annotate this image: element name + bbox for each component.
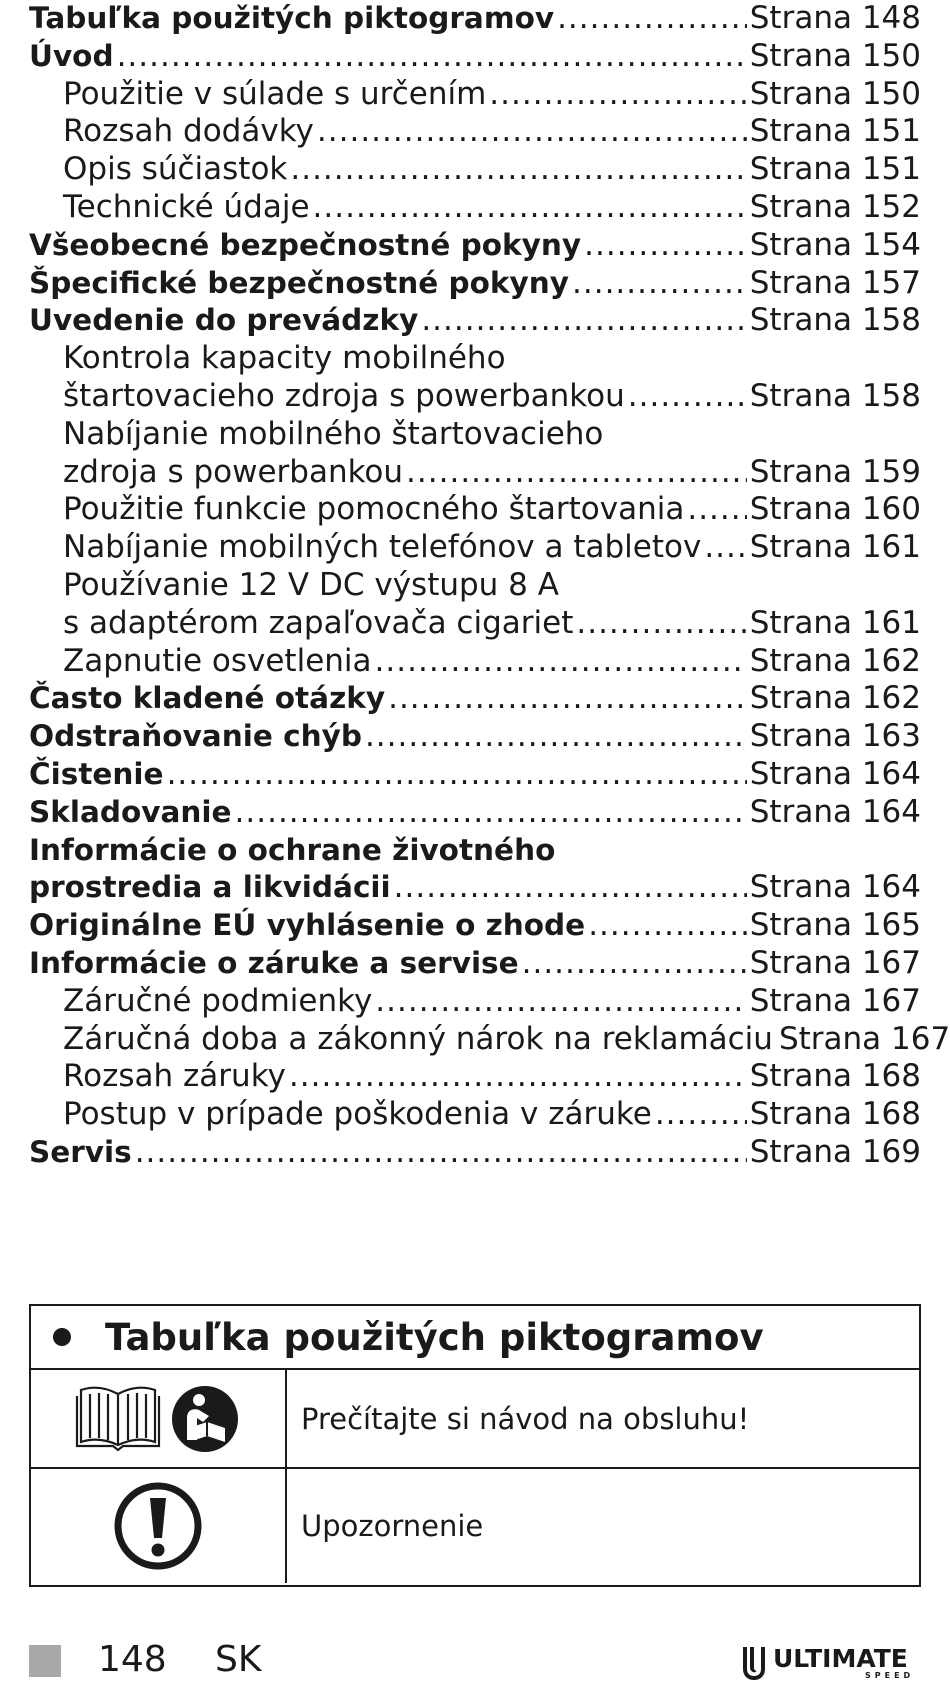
- toc-leader-dots: [317, 113, 747, 151]
- toc-entry-page: Strana 158: [749, 377, 921, 414]
- read-manual-icon: [31, 1370, 287, 1467]
- toc-entry-title: Originálne EÚ vyhlásenie o zhode: [29, 908, 586, 943]
- toc-entry-title: zdroja s powerbankou: [63, 453, 404, 490]
- toc-entry: [29, 718, 921, 756]
- toc-entry-title: s adaptérom zapaľovača cigariet: [63, 604, 574, 641]
- toc-entry-title: Postup v prípade poškodenia v záruke: [63, 1096, 652, 1133]
- toc-entry-page: Strana 158: [749, 302, 921, 339]
- toc-entry: [29, 265, 921, 303]
- page-number: 148: [98, 1639, 167, 1680]
- toc-entry-page: Strana 162: [749, 680, 921, 717]
- toc-entry-title: Rozsah dodávky: [63, 113, 314, 150]
- pictogram-table-title: Tabuľka použitých piktogramov: [105, 1315, 764, 1359]
- toc-leader-dots: [135, 1134, 747, 1172]
- toc-entry: [29, 643, 921, 681]
- toc-entry-page: Strana 163: [749, 718, 921, 755]
- toc-entry-title: Záručné podmienky: [63, 982, 373, 1019]
- toc-entry-page: Strana 150: [749, 37, 921, 74]
- toc-entry-page: Strana 157: [749, 264, 921, 301]
- toc-entry-title: Tabuľka použitých piktogramov: [29, 1, 555, 35]
- toc-entry: [29, 907, 921, 945]
- toc-leader-dots: [167, 756, 747, 794]
- toc-entry-page: Strana 159: [749, 453, 921, 490]
- toc-entry: [29, 151, 921, 189]
- toc-leader-dots: [394, 869, 747, 907]
- toc-leader-dots: [628, 378, 747, 416]
- toc-leader-dots: [406, 454, 747, 492]
- toc-leader-dots: [687, 491, 746, 529]
- toc-entry-title: Servis: [29, 1134, 132, 1169]
- toc-entry-title: Použitie funkcie pomocného štartovania: [63, 491, 685, 528]
- toc-leader-dots: [557, 0, 747, 38]
- toc-entry-page: Strana 152: [749, 188, 921, 225]
- toc-entry: [29, 1134, 921, 1172]
- language-code: SK: [215, 1639, 262, 1680]
- toc-entry-title: Informácie o záruke a servise: [29, 945, 519, 980]
- toc-entry: [29, 680, 921, 718]
- toc-leader-dots: [489, 76, 746, 114]
- pictogram-row: [31, 1469, 919, 1583]
- pictogram-text: Upozornenie: [301, 1509, 484, 1543]
- pictogram-table-header: [31, 1306, 919, 1370]
- toc-entry-title: Zapnutie osvetlenia: [63, 642, 372, 679]
- toc-entry: [29, 567, 921, 643]
- toc-entry: [29, 416, 921, 492]
- toc-entry-title-first-line: Kontrola kapacity mobilného: [63, 340, 506, 377]
- pictogram-table: [29, 1304, 921, 1587]
- toc-entry: [29, 529, 921, 567]
- toc-entry-title: Odstraňovanie chýb: [29, 719, 362, 754]
- toc-entry-title: Čistenie: [29, 756, 164, 791]
- toc-entry-title: Často kladené otázky: [29, 681, 386, 716]
- toc-leader-dots: [576, 605, 746, 643]
- toc-entry: [29, 113, 921, 151]
- toc-entry-page: Strana 154: [749, 226, 921, 263]
- warning-icon: [31, 1469, 287, 1583]
- toc-entry-page: Strana 161: [749, 529, 921, 566]
- toc-leader-dots: [290, 151, 746, 189]
- toc-leader-dots: [235, 794, 747, 832]
- toc-entry: [29, 1058, 921, 1096]
- toc-entry-title: prostredia a likvidácii: [29, 870, 391, 905]
- brand-subname: SPEED: [865, 1671, 915, 1680]
- toc-entry: [29, 832, 921, 908]
- pictogram-text: Prečítajte si návod na obsluhu!: [301, 1401, 750, 1436]
- toc-entry: [29, 491, 921, 529]
- toc-entry-page: Strana 167: [749, 944, 921, 981]
- toc-leader-dots: [117, 38, 747, 76]
- toc-entry-title: Špecifické bezpečnostné pokyny: [29, 265, 570, 300]
- toc-entry-page: Strana 164: [749, 869, 921, 906]
- toc-entry-title-first-line: Nabíjanie mobilného štartovacieho: [63, 415, 604, 452]
- toc-entry-page: Strana 151: [749, 151, 921, 188]
- toc-entry: [29, 340, 921, 416]
- toc-leader-dots: [572, 265, 747, 303]
- toc-entry-title: Záručná doba a zákonný nárok na reklamáciu: [63, 1020, 773, 1057]
- brand-name: ULTIMATE: [773, 1644, 908, 1673]
- toc-entry-page: Strana 168: [749, 1058, 921, 1095]
- toc-entry: [29, 302, 921, 340]
- ultimate-logo-icon: [745, 1647, 763, 1678]
- toc-leader-dots: [365, 718, 747, 756]
- toc-entry: [29, 756, 921, 794]
- toc-entry: [29, 983, 921, 1021]
- toc-leader-dots: [375, 643, 747, 681]
- toc-entry-title: Uvedenie do prevádzky: [29, 303, 419, 338]
- toc-leader-dots: [421, 302, 746, 340]
- toc-entry-page: Strana 160: [749, 491, 921, 528]
- toc-entry-title-first-line: Používanie 12 V DC výstupu 8 A: [63, 566, 559, 603]
- toc-entry-page: Strana 151: [749, 113, 921, 150]
- table-of-contents: [29, 0, 950, 1172]
- toc-entry-title: Opis súčiastok: [63, 151, 288, 188]
- toc-entry-page: Strana 148: [749, 0, 921, 36]
- toc-entry: [29, 945, 921, 983]
- toc-leader-dots: [522, 945, 747, 983]
- toc-entry-title: Použitie v súlade s určením: [63, 75, 487, 112]
- toc-entry: [29, 76, 921, 114]
- toc-entry-page: Strana 150: [749, 75, 921, 112]
- bullet-icon: [53, 1328, 71, 1346]
- toc-entry-title-first-line: Informácie o ochrane životného: [29, 832, 556, 867]
- toc-entry: [29, 794, 921, 832]
- toc-entry: [29, 227, 921, 265]
- toc-leader-dots: [704, 529, 746, 567]
- toc-leader-dots: [588, 907, 747, 945]
- toc-leader-dots: [584, 227, 747, 265]
- pictogram-row: [31, 1370, 919, 1469]
- brand-logo: [741, 1641, 921, 1681]
- toc-entry-title: Nabíjanie mobilných telefónov a tabletov: [63, 529, 702, 566]
- toc-entry: [29, 189, 921, 227]
- footer-marker: [29, 1645, 61, 1677]
- toc-entry-title: Rozsah záruky: [63, 1058, 286, 1095]
- toc-entry-page: Strana 168: [749, 1096, 921, 1133]
- toc-entry: [29, 0, 921, 38]
- toc-leader-dots: [313, 189, 747, 227]
- toc-entry-page: Strana 161: [749, 604, 921, 641]
- toc-entry: [29, 38, 921, 76]
- toc-entry-title: Technické údaje: [63, 188, 310, 225]
- toc-entry-page: Strana 165: [749, 907, 921, 944]
- page-footer: [29, 1641, 921, 1681]
- toc-leader-dots: [388, 680, 747, 718]
- toc-entry: [29, 1096, 921, 1134]
- toc-entry-page: Strana 167: [778, 1020, 950, 1057]
- toc-entry: [29, 1020, 950, 1059]
- toc-entry-page: Strana 162: [749, 642, 921, 679]
- toc-entry-page: Strana 169: [749, 1133, 921, 1170]
- toc-entry-title: Všeobecné bezpečnostné pokyny: [29, 227, 582, 262]
- toc-entry-page: Strana 164: [749, 793, 921, 830]
- toc-entry-title: Skladovanie: [29, 794, 232, 829]
- toc-leader-dots: [289, 1058, 747, 1096]
- toc-leader-dots: [655, 1096, 747, 1134]
- toc-entry-title: štartovacieho zdroja s powerbankou: [63, 377, 625, 414]
- toc-entry-page: Strana 164: [749, 755, 921, 792]
- toc-leader-dots: [375, 983, 746, 1021]
- toc-entry-title: Úvod: [29, 38, 114, 73]
- toc-entry-page: Strana 167: [749, 982, 921, 1019]
